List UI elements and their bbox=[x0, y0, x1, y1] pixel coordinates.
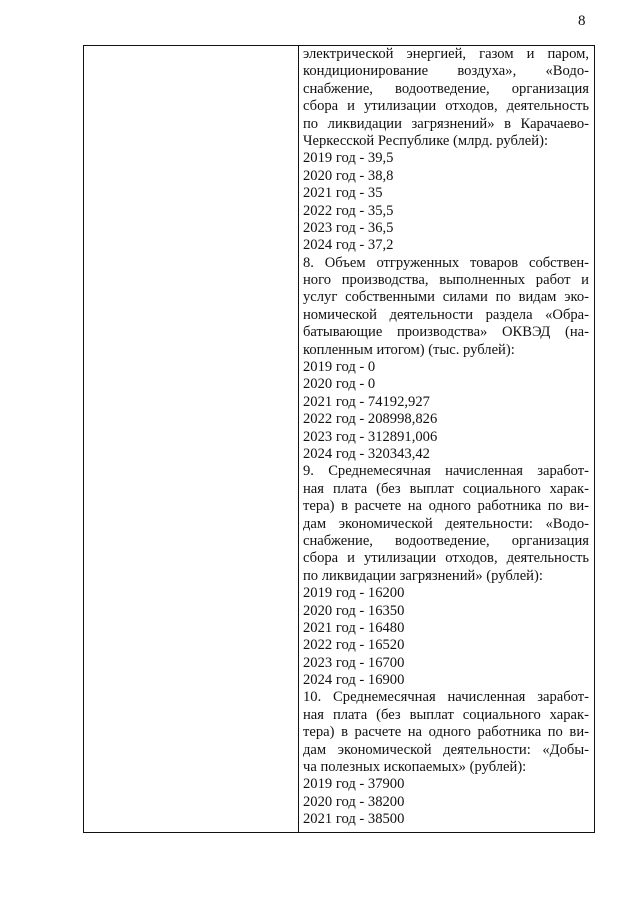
table-text-line: ная плата (без выплат социального харак- bbox=[303, 706, 589, 723]
table-text-line: снабжение, водоотведение, организация bbox=[303, 80, 589, 97]
table-text-line: 2019 год - 37900 bbox=[303, 776, 405, 793]
table-text-line: 2020 год - 38,8 bbox=[303, 167, 394, 184]
table-text-line: ная плата (без выплат социального харак- bbox=[303, 480, 589, 497]
table-text-line: дам экономической деятельности: «Водо- bbox=[303, 515, 589, 532]
table-text-line: 2022 год - 16520 bbox=[303, 637, 405, 654]
table-text-line: 2023 год - 36,5 bbox=[303, 219, 394, 236]
table-text-line: номической деятельности раздела «Обра- bbox=[303, 306, 589, 323]
page-number: 8 bbox=[578, 13, 586, 29]
table-text-line: кондиционирование воздуха», «Водо- bbox=[303, 63, 589, 80]
table-text-line: 2021 год - 74192,927 bbox=[303, 393, 430, 410]
table-text-line: снабжение, водоотведение, организация bbox=[303, 532, 589, 549]
table-text-line: ча полезных ископаемых» (рублей): bbox=[303, 759, 527, 776]
table-text-line: 2021 год - 35 bbox=[303, 185, 383, 202]
table-text-line: 2024 год - 320343,42 bbox=[303, 445, 430, 462]
table-text-line: 2021 год - 16480 bbox=[303, 619, 405, 636]
table-text-line: 2019 год - 0 bbox=[303, 359, 376, 376]
table-text-line: 2020 год - 16350 bbox=[303, 602, 405, 619]
table-text-line: сбора и утилизации отходов, деятельность bbox=[303, 550, 589, 567]
table-text-line: 2021 год - 38500 bbox=[303, 811, 405, 828]
table-text-line: тера) в расчете на одного работника по ви- bbox=[303, 724, 589, 741]
table-text-line: по ликвидации загрязнений» (рублей): bbox=[303, 567, 543, 584]
table-text-line: 2022 год - 208998,826 bbox=[303, 411, 438, 428]
table-text-line: 2024 год - 37,2 bbox=[303, 237, 394, 254]
table-text-line: копленным итогом) (тыс. рублей): bbox=[303, 341, 515, 358]
table-text-line: 10. Среднемесячная начисленная заработ- bbox=[303, 689, 589, 706]
table-right-cell bbox=[299, 46, 594, 832]
table-text-line: 2019 год - 39,5 bbox=[303, 150, 394, 167]
table-text-line: по ликвидации загрязнений» в Карачаево- bbox=[303, 115, 589, 132]
table-text-line: 2020 год - 0 bbox=[303, 376, 376, 393]
table-text-line: тера) в расчете на одного работника по ви- bbox=[303, 498, 589, 515]
table-text-line: 2022 год - 35,5 bbox=[303, 202, 394, 219]
table-text-line: 9. Среднемесячная начисленная заработ- bbox=[303, 463, 589, 480]
table-text-line: 8. Объем отгруженных товаров собствен- bbox=[303, 254, 589, 271]
table-text-line: 2020 год - 38200 bbox=[303, 793, 405, 810]
document-table bbox=[83, 45, 595, 833]
table-text-line: сбора и утилизации отходов, деятельность bbox=[303, 98, 589, 115]
table-text-line: дам экономической деятельности: «Добы- bbox=[303, 741, 589, 758]
table-text-line: 2023 год - 312891,006 bbox=[303, 428, 438, 445]
table-text-line: электрической энергией, газом и паром, bbox=[303, 46, 589, 62]
table-text-line: 2019 год - 16200 bbox=[303, 585, 405, 602]
table-text-line: Черкесской Республике (млрд. рублей): bbox=[303, 132, 549, 149]
table-text-line: услуг собственными силами по видам эко- bbox=[303, 289, 589, 306]
table-text-line: 2024 год - 16900 bbox=[303, 672, 405, 689]
table-text-line: 2023 год - 16700 bbox=[303, 654, 405, 671]
table-text-line: батывающие производства» ОКВЭД (на- bbox=[303, 324, 589, 341]
table-left-cell bbox=[84, 46, 299, 832]
table-text-line: ного производства, выполненных работ и bbox=[303, 272, 589, 289]
